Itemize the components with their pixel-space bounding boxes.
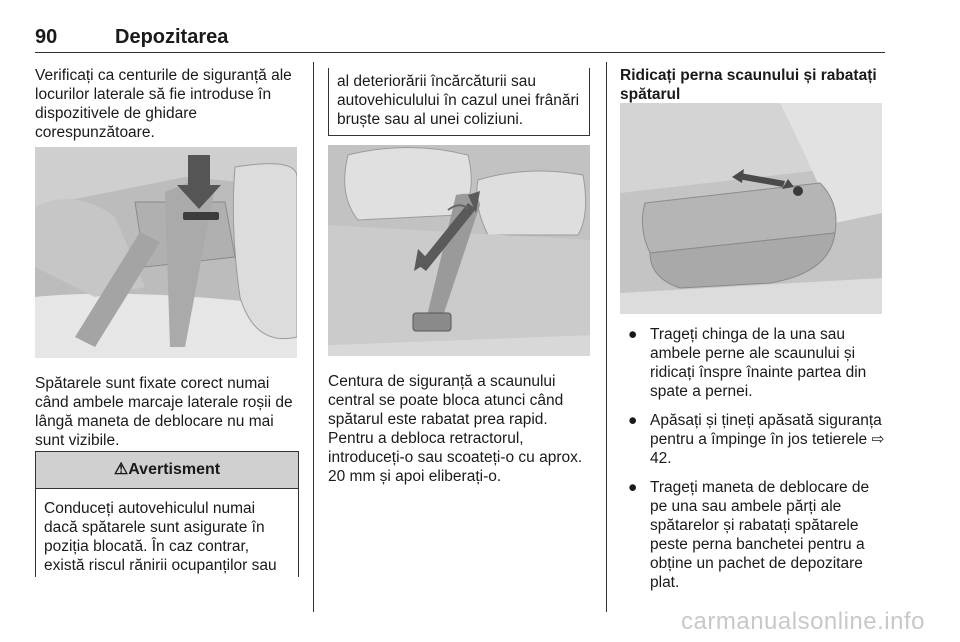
seat-belt-guide-illustration <box>35 147 297 358</box>
page-header <box>35 24 885 53</box>
list-item: ● Trageți chinga de la una sau ambele perne ale scaunului și ridicați înspre înainte partea din spate a pernei. <box>628 326 867 400</box>
retractor-paragraph: Centura de siguranță a scaunului central se poate bloca atunci când spătarul este rabatat prea rapid. Pentru a debloca retractorul, introduceți-o sau scoateți-o cu aprox. 20 mm și apoi eliberați-o. <box>328 373 583 485</box>
bullet-marker: ● <box>628 412 638 429</box>
bullet-marker: ● <box>628 479 638 496</box>
watermark: carmanualsonline.info <box>681 608 925 635</box>
list-item: ● Trageți maneta de deblocare de pe una sau ambele părți ale spătarelor și rabatați spătarele peste perna banchetei pentru a obține un pachet de depozitare plat. <box>628 479 870 591</box>
warning-body: Conduceți autovehiculul numai dacă spătarele sunt asigurate în poziția blocată. În caz contrar, există riscul rănirii ocupanților sau <box>44 500 277 574</box>
warning-box <box>35 451 299 577</box>
column-divider <box>606 62 607 612</box>
center-seat-belt-illustration <box>328 145 590 356</box>
warning-title: Avertisment <box>128 461 221 478</box>
column-divider <box>313 62 314 612</box>
warning-header <box>36 452 298 489</box>
intro-paragraph: Verificați ca centurile de siguranță ale locurilor laterale să fie introduse în dispozitivele de ghidare corespunzătoare. <box>35 67 292 141</box>
col3-heading: Ridicați perna scaunului și rabatați spătarul <box>620 67 877 103</box>
warning-continuation-text: al deteriorării încărcăturii sau autovehiculului în cazul unei frânări bruște sau al unei coliziuni. <box>337 73 580 128</box>
col1-belt-text <box>35 374 303 450</box>
list-item: ● Apăsați și țineți apăsată siguranța pentru a împinge în jos tetierele ⇨ 42. <box>628 412 885 467</box>
instruction-list <box>620 325 888 602</box>
backrest-locked-paragraph: Spătarele sunt fixate corect numai când ambele marcaje laterale roșii de lângă maneta de deblocare nu mai sunt vizibile. <box>35 375 293 449</box>
page-number: 90 <box>35 26 58 48</box>
warning-box-continuation <box>328 68 590 136</box>
bullet-marker: ● <box>628 326 638 343</box>
col2-text <box>328 372 596 486</box>
seat-cushion-illustration <box>620 103 882 314</box>
section-title: Depozitarea <box>115 26 229 48</box>
col1-intro <box>35 66 303 142</box>
page-reference-icon[interactable]: ⇨ <box>871 431 885 448</box>
warning-triangle-icon: ⚠ <box>113 461 129 478</box>
